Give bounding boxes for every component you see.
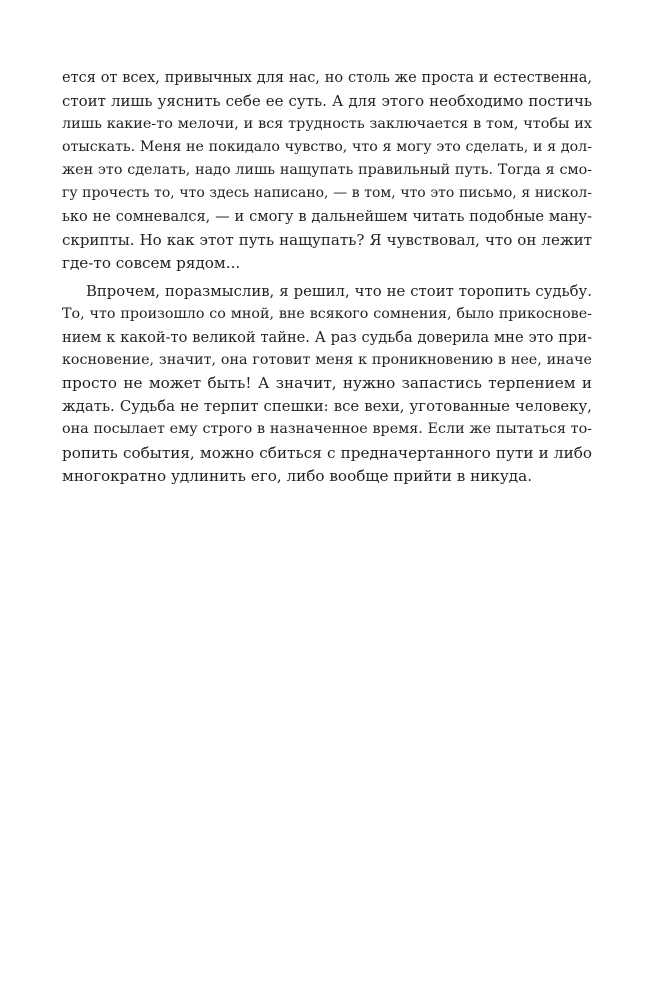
text-line: она посылает ему строго в назначенное время. Если же пытаться то- — [62, 421, 592, 438]
text-line: нием к какой-то великой тайне. А раз судьба доверила мне это при- — [62, 329, 592, 347]
text-line: стоит лишь уяснить себе ее суть. А для этого необходимо постичь — [62, 92, 592, 111]
text-line: где-то совсем рядом... — [62, 253, 241, 272]
text-line: просто не может быть! А значит, нужно запастись терпением и — [62, 374, 592, 393]
body-text — [62, 67, 592, 488]
paragraph — [62, 280, 592, 488]
text-line: гу прочесть то, что здесь написано, — в том, что это письмо, я нискол- — [62, 185, 592, 202]
text-line: скрипты. Но как этот путь нащупать? Я чувствовал, что он лежит — [62, 230, 592, 249]
text-line: ждать. Судьба не терпит спешки: все вехи, уготованные человеку, — [62, 397, 592, 416]
paragraph — [62, 67, 592, 275]
text-line: косновение, значит, она готовит меня к проникновению в нее, иначе — [62, 352, 592, 369]
text-line: То, что произошло со мной, вне всякого сомнения, было прикоснове- — [62, 305, 592, 322]
text-line: лишь какие-то мелочи, и вся трудность заключается в том, чтобы их — [62, 116, 592, 133]
text-line: ется от всех, привычных для нас, но столь же проста и естественна, — [62, 70, 592, 86]
text-line: ько не сомневался, — и смогу в дальнейшем читать подобные ману- — [62, 208, 592, 225]
text-line: ропить события, можно сбиться с предначертанного пути и либо — [62, 443, 592, 462]
text-line: многократно удлинить его, либо вообще прийти в никуда. — [62, 466, 533, 485]
text-line: Впрочем, поразмыслив, я решил, что не стоит торопить судьбу. — [86, 282, 592, 300]
text-line: отыскать. Меня не покидало чувство, что я могу это сделать, и я дол- — [62, 139, 592, 156]
text-line: жен это сделать, надо лишь нащупать правильный путь. Тогда я смо- — [62, 162, 592, 179]
